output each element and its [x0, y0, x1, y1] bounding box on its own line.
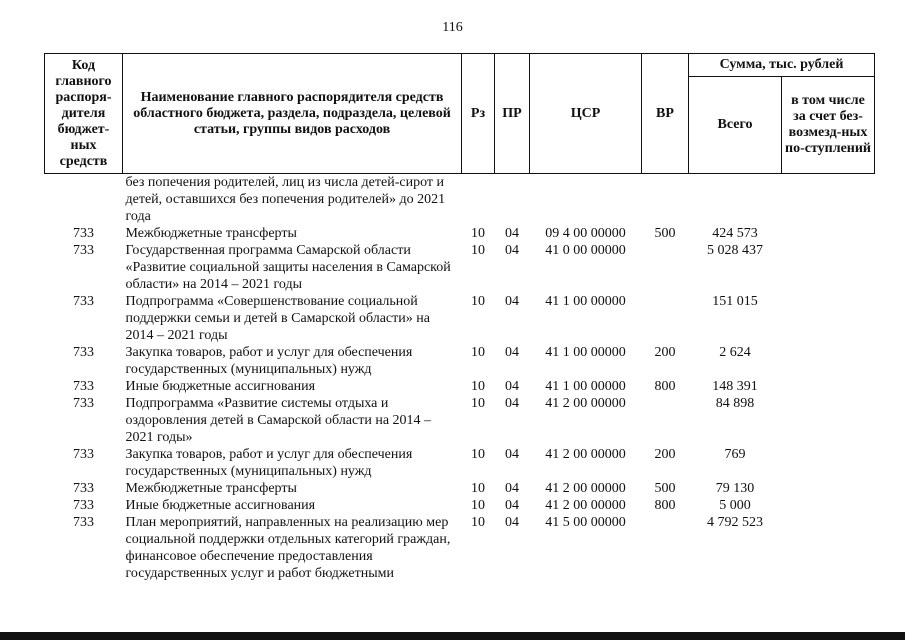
cell-rz: 10 — [471, 243, 485, 258]
cell-free — [782, 480, 875, 497]
cell-pr: 04 — [505, 447, 519, 462]
cell-total: 769 — [724, 447, 746, 462]
cell-vr: 200 — [654, 345, 676, 360]
cell-free — [782, 378, 875, 395]
cell-code: 733 — [73, 226, 94, 241]
cell-total: 84 898 — [715, 396, 755, 411]
cell-name: План мероприятий, направленных на реализацию мер социальной поддержки отдельных категорий граждан, финансовое обеспечение предоставления государственных услуг и работ бюджетными — [125, 515, 451, 581]
cell-code: 733 — [73, 345, 94, 360]
cell-name: Подпрограмма «Совершенствование социальной поддержки семьи и детей в Самарской области» на 2014 – 2021 годы — [125, 294, 430, 343]
cell-rz: 10 — [471, 481, 485, 496]
cell-vr — [642, 514, 689, 582]
cell-vr — [642, 242, 689, 293]
table-row — [45, 446, 875, 480]
table-row — [45, 225, 875, 242]
cell-free — [782, 293, 875, 344]
cell-code: 733 — [73, 379, 94, 394]
cell-total: 424 573 — [712, 226, 758, 241]
table-row — [45, 497, 875, 514]
cell-vr: 500 — [654, 481, 676, 496]
cell-vr — [642, 174, 689, 226]
cell-pr: 04 — [505, 294, 519, 309]
cell-name: Подпрограмма «Развитие системы отдыха и оздоровления детей в Самарской области на 2014 – 2021 годы» — [125, 396, 432, 445]
cell-free — [782, 344, 875, 378]
cell-pr: 04 — [505, 243, 519, 258]
cell-rz: 10 — [471, 294, 485, 309]
cell-rz: 10 — [471, 447, 485, 462]
table-row — [45, 242, 875, 293]
cell-csr: 41 1 00 00000 — [545, 294, 626, 309]
cell-pr: 04 — [505, 226, 519, 241]
cell-name: без попечения родителей, лиц из числа детей-сирот и детей, оставшихся без попечения родителей» до 2021 года — [125, 175, 446, 224]
table-row — [45, 514, 875, 582]
cell-name: Закупка товаров, работ и услуг для обеспечения государственных (муниципальных) нужд — [125, 447, 413, 479]
cell-free — [782, 225, 875, 242]
cell-pr — [495, 174, 530, 226]
table-row — [45, 174, 875, 226]
cell-pr: 04 — [505, 515, 519, 530]
header-free: в том числе за счет без-возмезд-ных по-ступлений — [782, 77, 875, 174]
cell-csr: 41 2 00 00000 — [545, 447, 626, 462]
cell-csr: 41 0 00 00000 — [545, 243, 626, 258]
header-vr: ВР — [642, 54, 689, 174]
cell-total: 148 391 — [712, 379, 758, 394]
budget-table — [44, 53, 875, 582]
cell-rz: 10 — [471, 515, 485, 530]
header-csr: ЦСР — [530, 54, 642, 174]
cell-code: 733 — [73, 243, 94, 258]
cell-vr: 200 — [654, 447, 676, 462]
cell-total: 5 028 437 — [707, 243, 763, 258]
table-row — [45, 480, 875, 497]
cell-free — [782, 395, 875, 446]
cell-free — [782, 174, 875, 226]
cell-name: Иные бюджетные ассигнования — [125, 498, 316, 513]
header-sum: Сумма, тыс. рублей — [689, 54, 875, 77]
page-number: 116 — [442, 20, 463, 35]
cell-rz: 10 — [471, 498, 485, 513]
table-row — [45, 293, 875, 344]
cell-pr: 04 — [505, 481, 519, 496]
cell-total: 2 624 — [719, 345, 751, 360]
cell-code: 733 — [73, 447, 94, 462]
cell-vr — [642, 293, 689, 344]
cell-free — [782, 497, 875, 514]
cell-rz — [462, 174, 495, 226]
cell-name: Межбюджетные трансферты — [125, 226, 297, 241]
cell-csr: 09 4 00 00000 — [545, 226, 626, 241]
header-code: Код главного распоря-дителя бюджет-ных средств — [45, 54, 123, 174]
table-row — [45, 378, 875, 395]
cell-total — [689, 174, 782, 226]
cell-code — [45, 174, 123, 226]
cell-rz: 10 — [471, 345, 485, 360]
cell-rz: 10 — [471, 396, 485, 411]
cell-total: 5 000 — [719, 498, 751, 513]
cell-pr: 04 — [505, 379, 519, 394]
cell-csr: 41 2 00 00000 — [545, 481, 626, 496]
cell-free — [782, 242, 875, 293]
cell-code: 733 — [73, 498, 94, 513]
cell-free — [782, 514, 875, 582]
cell-csr: 41 1 00 00000 — [545, 345, 626, 360]
bottom-scan-border — [0, 632, 905, 640]
cell-csr: 41 2 00 00000 — [545, 498, 626, 513]
cell-vr: 500 — [654, 226, 676, 241]
cell-csr: 41 2 00 00000 — [545, 396, 626, 411]
cell-code: 733 — [73, 481, 94, 496]
cell-name: Иные бюджетные ассигнования — [125, 379, 316, 394]
cell-csr — [530, 174, 642, 226]
cell-total: 79 130 — [715, 481, 755, 496]
cell-name: Государственная программа Самарской области «Развитие социальной защиты населения в Самарской области» на 2014 – 2021 годы — [125, 243, 451, 292]
cell-pr: 04 — [505, 345, 519, 360]
cell-code: 733 — [73, 396, 94, 411]
cell-pr: 04 — [505, 498, 519, 513]
cell-vr: 800 — [654, 379, 676, 394]
cell-name: Межбюджетные трансферты — [125, 481, 297, 496]
cell-code: 733 — [73, 294, 94, 309]
header-total: Всего — [689, 77, 782, 174]
cell-total: 151 015 — [712, 294, 758, 309]
cell-free — [782, 446, 875, 480]
cell-name: Закупка товаров, работ и услуг для обеспечения государственных (муниципальных) нужд — [125, 345, 413, 377]
header-pr: ПР — [495, 54, 530, 174]
header-rz: Рз — [462, 54, 495, 174]
cell-code: 733 — [73, 515, 94, 530]
header-name: Наименование главного распорядителя средств областного бюджета, раздела, подраздела, целевой статьи, группы видов расходов — [123, 54, 462, 174]
cell-vr — [642, 395, 689, 446]
cell-total: 4 792 523 — [707, 515, 763, 530]
table-header — [45, 54, 875, 174]
cell-rz: 10 — [471, 379, 485, 394]
cell-vr: 800 — [654, 498, 676, 513]
table-body — [45, 174, 875, 583]
table-row — [45, 395, 875, 446]
cell-pr: 04 — [505, 396, 519, 411]
table-row — [45, 344, 875, 378]
cell-csr: 41 5 00 00000 — [545, 515, 626, 530]
cell-csr: 41 1 00 00000 — [545, 379, 626, 394]
cell-rz: 10 — [471, 226, 485, 241]
